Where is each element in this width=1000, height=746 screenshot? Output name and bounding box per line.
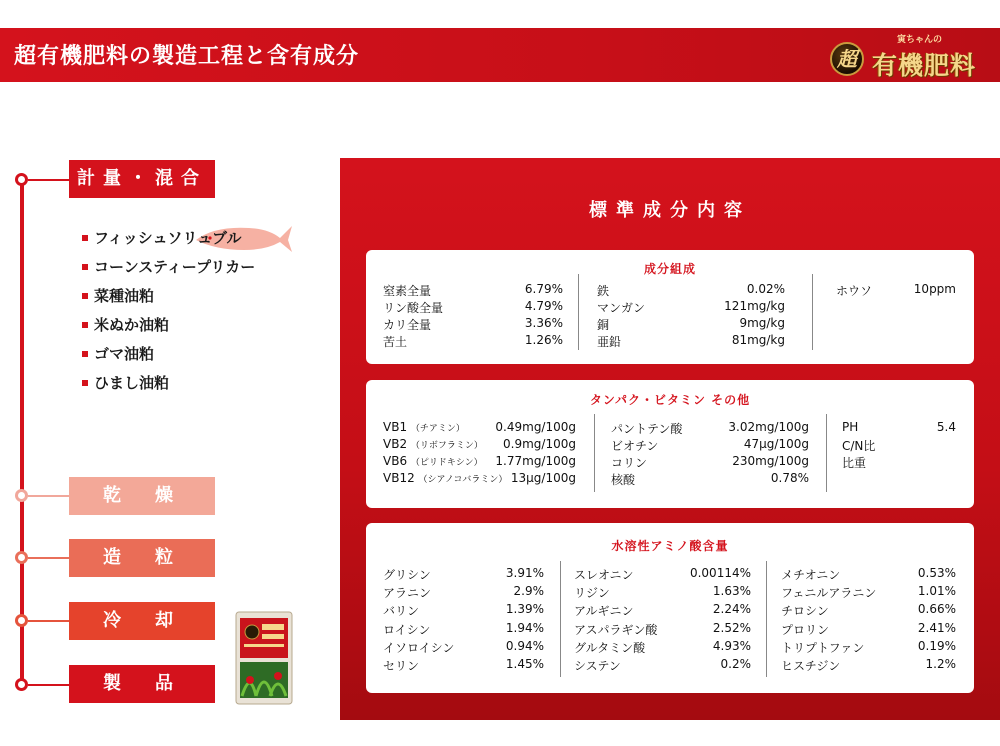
timeline-connector-4	[28, 620, 69, 622]
timeline-dot-2	[15, 489, 28, 502]
divider	[812, 274, 813, 350]
divider	[766, 561, 767, 677]
timeline-connector-5	[28, 684, 69, 686]
list-item: ゴマ油粕	[82, 344, 255, 373]
card-title: 成分組成	[643, 262, 696, 276]
brand-subtitle: 寅ちゃんの	[896, 35, 942, 45]
divider	[560, 561, 561, 677]
divider	[594, 414, 595, 492]
timeline-dot-5	[15, 678, 28, 691]
step-drying: 乾 燥	[69, 477, 215, 515]
list-item: ひまし油粕	[82, 373, 255, 402]
list-item: コーンスティープリカー	[82, 257, 255, 286]
step-cooling: 冷 却	[69, 602, 215, 640]
divider	[826, 414, 827, 492]
timeline-line	[20, 176, 24, 688]
timeline-dot-3	[15, 551, 28, 564]
list-item: フィッシュソリュブル	[82, 228, 255, 257]
list-item: 菜種油粕	[82, 286, 255, 315]
list-item: 米ぬか油粕	[82, 315, 255, 344]
timeline-connector-3	[28, 557, 69, 559]
timeline-dot-1	[15, 173, 28, 186]
ingredient-list	[82, 228, 255, 402]
step-product: 製 品	[69, 665, 215, 703]
amino-acid-card: 水溶性アミノ酸含量 グリシン 3.91% アラニン 2.9% バリン 1.39% ロイシン 1.94% イソロイシン 0.94% セリン 1.45% スレオニン 0.00114% リジン 1.63% アルギニン 2.24% アスパラギン酸 2.52% グルタミン酸 4.93% システン 0.2% メチオニン 0.53% フェニルアラニン 1.01% チロシン 0.66% プロリン 2.41% トリプトファン 0.19% ヒスチジン 1.2%	[366, 523, 974, 693]
page-title: 超有機肥料の製造工程と含有成分	[14, 44, 360, 69]
divider	[578, 274, 579, 350]
step-granulation: 造 粒	[69, 539, 215, 577]
product-bag-icon	[234, 610, 294, 706]
card-title: 水溶性アミノ酸含量	[611, 539, 729, 553]
header-bar	[0, 28, 1000, 82]
card-title: タンパク・ビタミン その他	[589, 393, 751, 407]
panel-title: 標準成分内容	[589, 200, 751, 221]
brand-name: 有機肥料	[871, 51, 976, 80]
timeline-connector-2	[28, 495, 69, 497]
step-weighing-mixing: 計量・混合	[69, 160, 215, 198]
composition-card: 成分組成 窒素全量 6.79% リン酸全量 4.79% カリ全量 3.36% 苦土 1.26% 鉄 0.02% マンガン 121mg/kg 銅 9mg/kg 亜鉛 81mg/kg ホウソ 10ppm	[366, 250, 974, 364]
brand-badge: 超	[830, 42, 864, 76]
vitamins-card: タンパク・ビタミン その他 VB1 （チアミン） 0.49mg/100g VB2 （リボフラミン） 0.9mg/100g VB6 （ピリドキシン） 1.77mg/100g VB12 （シアノコバラミン） 13μg/100g パントテン酸 3.02mg/100g ビオチン 47μg/100g コリン 230mg/100g 核酸 0.78% PH 5.4 C/N比 比重	[366, 380, 974, 508]
timeline-connector-1	[28, 179, 69, 181]
timeline-dot-4	[15, 614, 28, 627]
composition-panel	[340, 158, 1000, 720]
brand-logo	[830, 30, 980, 80]
